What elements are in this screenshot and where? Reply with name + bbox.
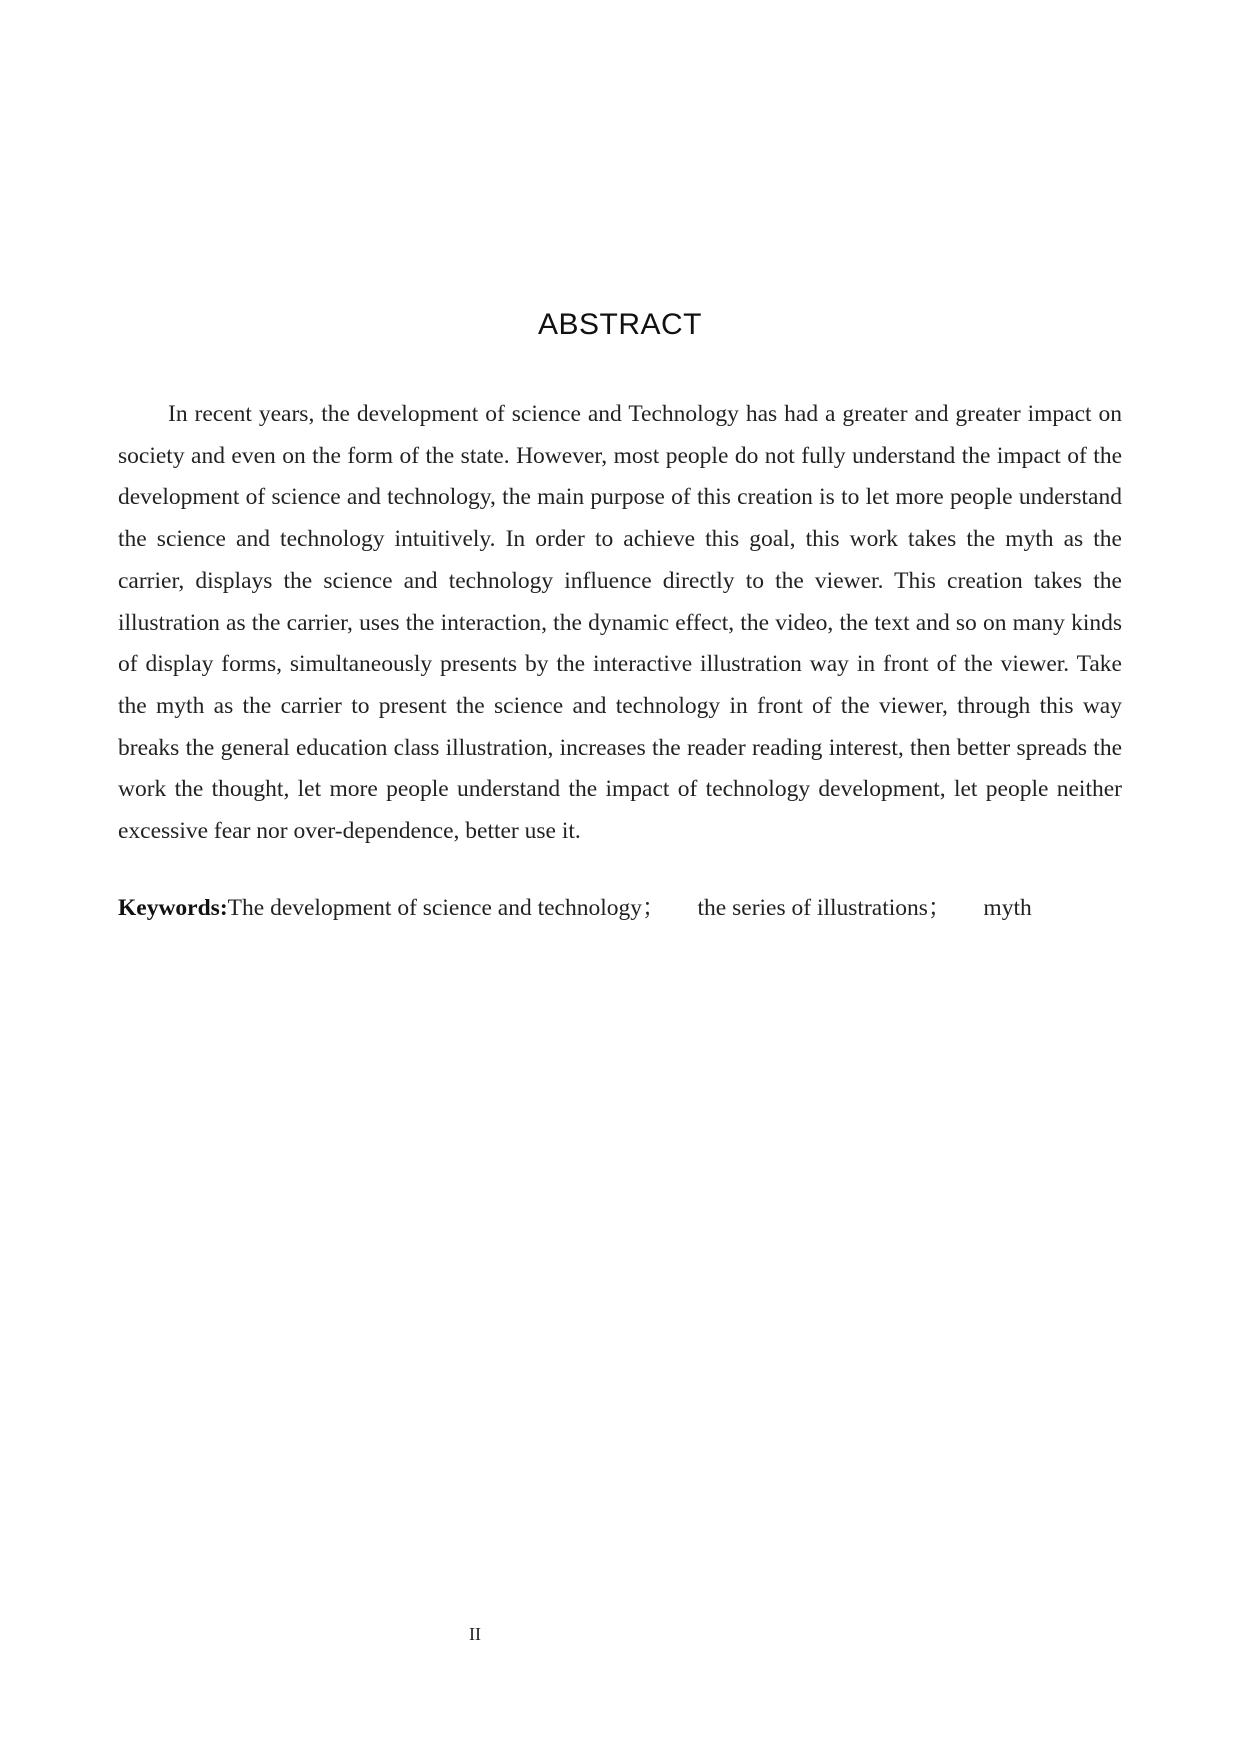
keywords-label: Keywords: xyxy=(118,895,228,921)
keyword-item: myth xyxy=(983,895,1032,921)
abstract-paragraph: In recent years, the development of science and Technology has had a greater and greater impact on society and even on the form of the state. However, most people do not fully understand the impact of the development of science and technology, the main purpose of this creation is to let more people understand the science and technology intuitively. In order to achieve this goal, this work takes the myth as the carrier, displays the science and technology influence directly to the viewer. This creation takes the illustration as the carrier, uses the interaction, the dynamic effect, the video, the text and so on many kinds of display forms, simultaneously presents by the interactive illustration way in front of the viewer. Take the myth as the carrier to present the science and technology in front of the viewer, through this way breaks the general education class illustration, increases the reader reading interest, then better spreads the work the thought, let more people understand the impact of technology development, let people neither excessive fear nor over-dependence, better use it. xyxy=(118,401,1122,845)
keyword-separator: ； xyxy=(927,895,952,921)
abstract-title: ABSTRACT xyxy=(537,308,703,341)
keyword-item: The development of science and technology xyxy=(227,895,643,921)
keywords-line xyxy=(118,888,1122,930)
keyword-separator: ； xyxy=(642,895,666,921)
page-number: II xyxy=(469,1624,481,1644)
keyword-item: the series of illustrations xyxy=(697,895,928,921)
